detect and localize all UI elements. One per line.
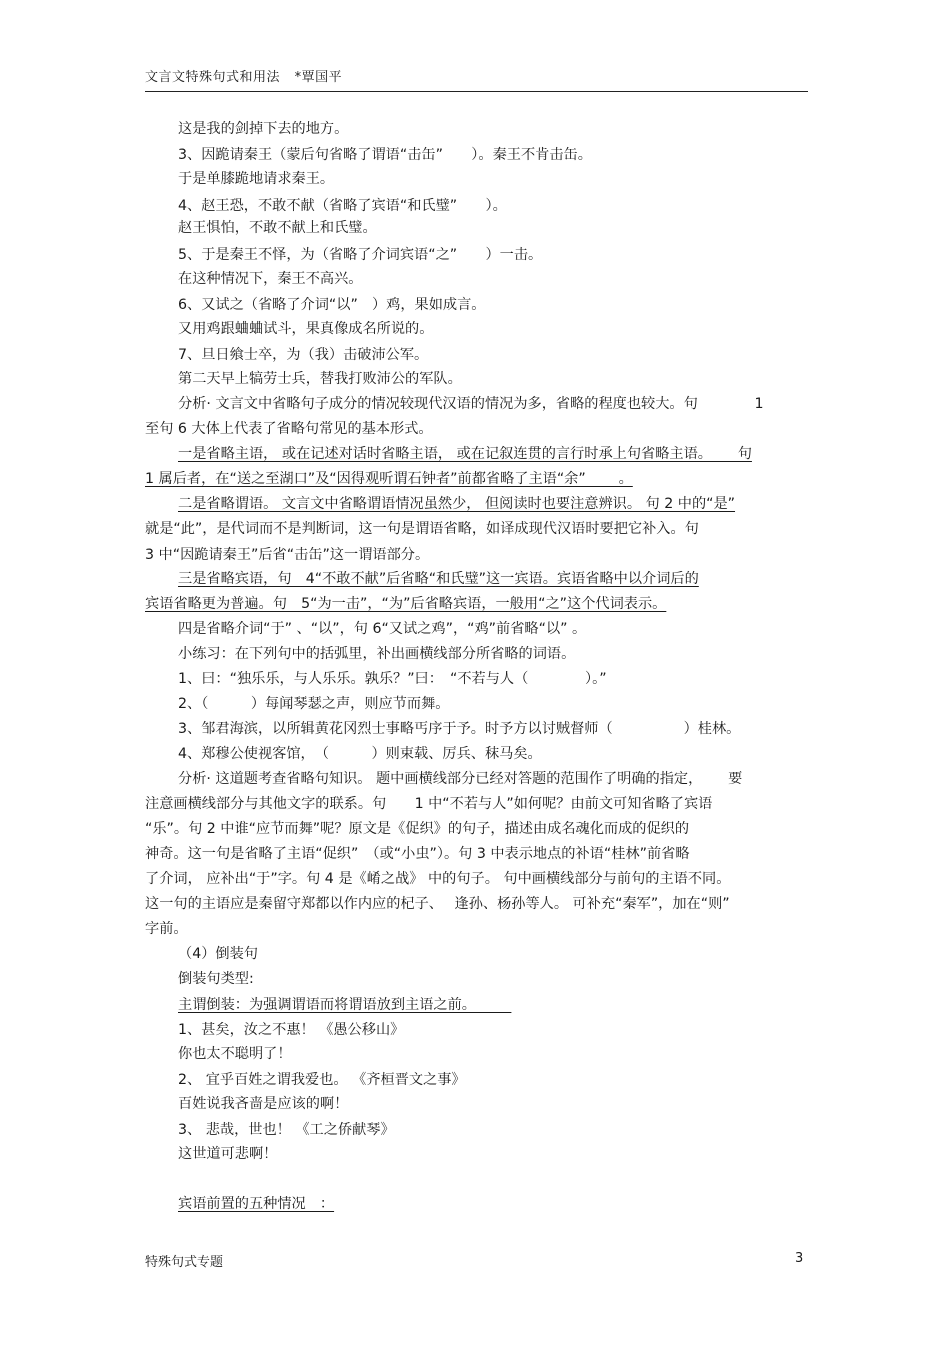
text-line: 在这种情况下，秦王不高兴。 (178, 271, 363, 287)
header-rule (145, 91, 808, 92)
text-line: 你也太不聪明了！ (178, 1046, 292, 1062)
text-line: 1、曰：“独乐乐，与人乐乐。孰乐？”曰： “不若与人（ ）。” (178, 671, 607, 687)
text-line: 神奇。这一句是省略了主语“促织” （或“小虫”）。句 3 中表示地点的补语“桂林”前省略 (145, 846, 690, 862)
text-line: 又用鸡跟蛐蛐试斗，果真像成名所说的。 (178, 321, 434, 337)
section-heading: （4）倒装句 (178, 946, 258, 962)
text-line-underlined: 二是省略谓语。 文言文中省略谓语情况虽然少， 但阅读时也要注意辨识。 句 2 中的“是” (178, 496, 736, 512)
text-line: 3 中“因跪请秦王”后省“击缶”这一谓语部分。 (145, 547, 430, 563)
text-line-underlined: 宾语前置的五种情况 ： (178, 1196, 335, 1212)
text-line: 分析· 文言文中省略句子成分的情况较现代汉语的情况为多，省略的程度也较大。句 1 (178, 396, 764, 412)
text-line: 这是我的剑掉下去的地方。 (178, 121, 349, 137)
text-line: 于是单膝跪地请求秦王。 (178, 171, 335, 187)
text-line: 2、 宜乎百姓之谓我爱也。 《齐桓晋文之事》 (178, 1072, 466, 1088)
footer-label: 特殊句式专题 (145, 1255, 224, 1270)
text-line: 小练习：在下列句中的括弧里，补出画横线部分所省略的词语。 (178, 646, 576, 662)
text-line: 至句 6 大体上代表了省略句常见的基本形式。 (145, 421, 433, 437)
text-line: 四是省略介词“于” 、“以”，句 6“又试之鸡”，“鸡”前省略“以” 。 (178, 621, 587, 637)
text-line: 4、赵王恐，不敢不献（省略了宾语“和氏璧” ）。 (178, 198, 507, 214)
text-line: 赵王惧怕，不敢不献上和氏璧。 (178, 220, 377, 236)
text-line: 倒装句类型: (178, 971, 254, 987)
text-line: 5、于是秦王不怿，为（省略了介词宾语“之” ）一击。 (178, 247, 543, 263)
text-line: 4、郑穆公使视客馆， （ ）则束载、厉兵、秣马矣。 (178, 746, 542, 762)
text-line: 这世道可悲啊！ (178, 1146, 278, 1162)
text-line: 3、邹君海滨，以所辑黄花冈烈士事略丐序于予。时予方以讨贼督师（ ）桂林。 (178, 721, 741, 737)
text-line-underlined: 1 属后者，在“送之至湖口”及“因得观听谓石钟者”前都省略了主语“余” 。 (145, 471, 633, 487)
text-line-underlined: 三是省略宾语，句 4“不敢不献”后省略“和氏璧”这一宾语。宾语省略中以介词后的 (178, 571, 699, 587)
page-header (145, 66, 342, 85)
text-line-underlined: 主谓倒装：为强调谓语而将谓语放到主语之前。 (178, 997, 512, 1013)
text-line: 2、（ ）每闻琴瑟之声，则应节而舞。 (178, 696, 450, 712)
text-line: 这一句的主语应是秦留守郑都以作内应的杞子、 逢孙、杨孙等人。 可补充“秦军”，加在“则” (145, 896, 730, 912)
text-line-underlined: 宾语省略更为普遍。句 5“为一击”，“为”后省略宾语，一般用“之”这个代词表示。 (145, 596, 667, 612)
text-line: 百姓说我吝啬是应该的啊！ (178, 1096, 349, 1112)
text-line: 1、甚矣，汝之不惠！ 《愚公移山》 (178, 1022, 405, 1038)
text-line: 7、旦日飨士卒，为（我）击破沛公军。 (178, 347, 429, 363)
text-line: “乐”。句 2 中谁“应节而舞”呢？原文是《促织》的句子，描述由成名魂化而成的促织的 (145, 821, 690, 837)
text-line: 第二天早上犒劳士兵，替我打败沛公的军队。 (178, 371, 462, 387)
text-line: 分析· 这道题考查省略句知识。 题中画横线部分已经对答题的范围作了明确的指定， 要 (178, 771, 743, 787)
text-line: 注意画横线部分与其他文字的联系。句 1 中“不若与人”如何呢？由前文可知省略了宾语 (145, 796, 713, 812)
header-author: *覃国平 (294, 70, 343, 85)
page-number: 3 (795, 1251, 804, 1266)
header-title: 文言文特殊句式和用法 (145, 70, 281, 85)
text-line: 了介词， 应补出“于”字。句 4 是《崤之战》 中的句子。 句中画横线部分与前句的主语不同。 (145, 871, 731, 887)
text-line: 字前。 (145, 921, 188, 937)
text-line: 3、 悲哉，世也！ 《工之侨献琴》 (178, 1122, 395, 1138)
text-line: 6、又试之（省略了介词“以” ）鸡，果如成言。 (178, 297, 486, 313)
text-line: 3、因跪请秦王（蒙后句省略了谓语“击缶” ）。秦王不肯击缶。 (178, 147, 592, 163)
text-line: 就是“此”，是代词而不是判断词，这一句是谓语省略，如译成现代汉语时要把它补入。句 (145, 521, 699, 537)
text-line-underlined: 一是省略主语， 或在记述对话时省略主语， 或在记叙连贯的言行时承上句省略主语。 句 (178, 446, 752, 462)
